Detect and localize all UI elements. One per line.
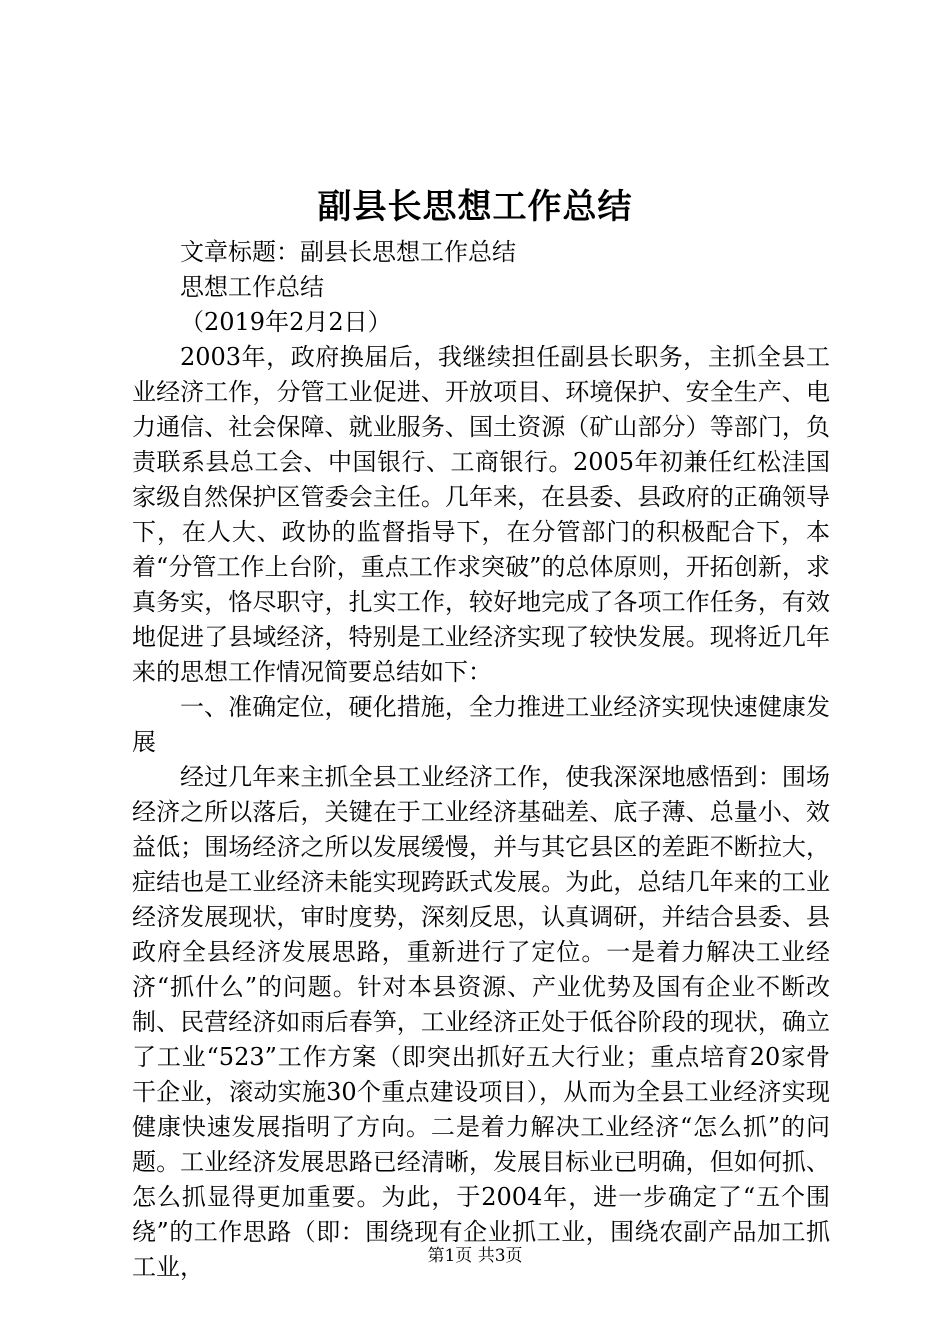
intro-paragraph: 2003年，政府换届后，我继续担任副县长职务，主抓全县工业经济工作，分管工业促进、开放项目、环境保护、安全生产、电力通信、社会保障、就业服务、国土资源（矿山部分）等部门，负责联系县总工会、中国银行、工商银行。2005年初兼任红松洼国家级自然保护区管委会主任。几年来，在县委、县政府的正确领导下，在人大、政协的监督指导下，在分管部门的积极配合下，本着“分管工作上台阶，重点工作求突破”的总体原则，开拓创新，求真务实，恪尽职守，扎实工作，较好地完成了各项工作任务，有效地促进了县域经济，特别是工业经济实现了较快发展。现将近几年来的思想工作情况简要总结如下：	[132, 343, 830, 686]
date-line: （2019年2月2日）	[180, 308, 392, 336]
document-title: 副县长思想工作总结	[317, 187, 633, 227]
subtitle-line: 思想工作总结	[180, 273, 324, 301]
body-paragraph: 经过几年来主抓全县工业经济工作，使我深深地感悟到：围场经济之所以落后，关键在于工业经济基础差、底子薄、总量小、效益低；围场经济之所以发展缓慢，并与其它县区的差距不断拉大，症结也是工业经济未能实现跨跃式发展。为此，总结几年来的工业经济发展现状，审时度势，深刻反思，认真调研，并结合县委、县政府全县经济发展思路，重新进行了定位。一是着力解决工业经济“抓什么”的问题。针对本县资源、产业优势及国有企业不断改制、民营经济如雨后春笋，工业经济正处于低谷阶段的现状，确立了工业“523”工作方案（即突出抓好五大行业；重点培育20家骨干企业，滚动实施30个重点建设项目），从而为全县工业经济实现健康快速发展指明了方向。二是着力解决工业经济“怎么抓”的问题。工业经济发展思路已经清晰，发展目标业已明确，但如何抓、怎么抓显得更加重要。为此，于2004年，进一步确定了“五个围绕”的工作思路（即：围绕现有企业抓工业，围绕农副产品加工抓工业，	[132, 763, 830, 1281]
document-body	[132, 235, 830, 1285]
section-heading: 一、准确定位，硬化措施，全力推进工业经济实现快速健康发展	[132, 693, 830, 756]
article-title-line: 文章标题：副县长思想工作总结	[180, 238, 516, 266]
page-footer: 第1页 共3页	[427, 1246, 523, 1266]
